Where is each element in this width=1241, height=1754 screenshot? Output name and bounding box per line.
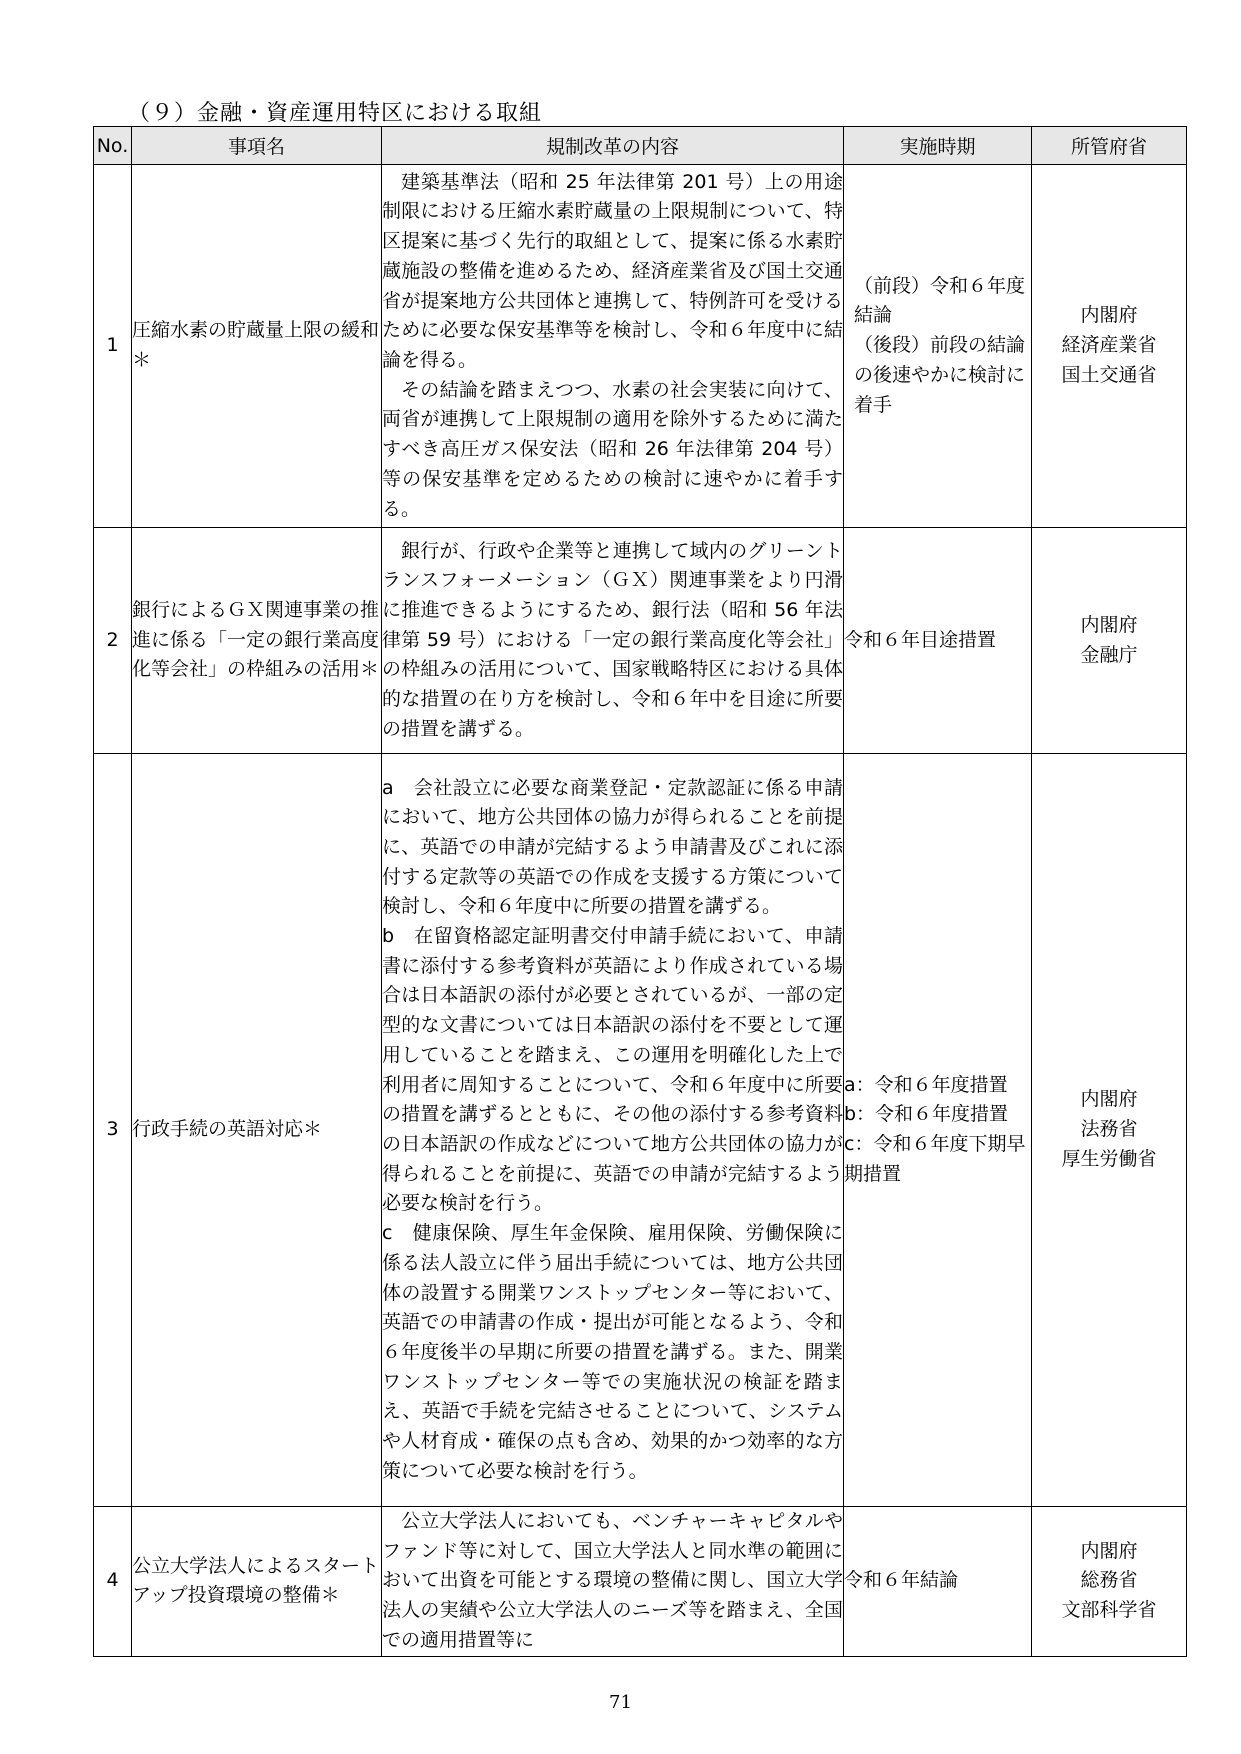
ministry-name: 内閣府 bbox=[1080, 304, 1138, 327]
implementation-timing bbox=[844, 528, 1032, 754]
item-name: 圧縮水素の貯蔵量上限の緩和＊ bbox=[132, 165, 382, 528]
header-no: No. bbox=[94, 127, 132, 165]
row-number: 4 bbox=[94, 1507, 132, 1657]
ministry-name: 内閣府 bbox=[1080, 613, 1138, 636]
table-header-row bbox=[94, 127, 1187, 165]
ministry-cell bbox=[1032, 528, 1187, 754]
timing-line: 令和６年目途措置 bbox=[844, 628, 997, 651]
ministry-name: 内閣府 bbox=[1080, 1088, 1138, 1111]
ministry-name: 法務省 bbox=[1080, 1118, 1138, 1141]
timing-line: a：令和６年度措置 bbox=[844, 1073, 1008, 1096]
ministry-name: 内閣府 bbox=[1080, 1539, 1138, 1562]
row-number: 2 bbox=[94, 528, 132, 754]
content-paragraph: その結論を踏まえつつ、水素の社会実装に向けて、両省が連携して上限規制の適用を除外するために満たすべき高圧ガス保安法（昭和 26 年法律第 204 号）等の保安基準を定めるための検討に速やかに着手する。 bbox=[382, 378, 843, 520]
regulation-table bbox=[93, 126, 1187, 1657]
row-number: 3 bbox=[94, 754, 132, 1507]
timing-line: （前段）令和６年度結論 bbox=[854, 274, 1026, 327]
content-paragraph: c 健康保険、厚生年金保険、雇用保険、労働保険に係る法人設立に伴う届出手続については、地方公共団体の設置する開業ワンストップセンター等において、英語での申請書の作成・提出が可能となるよう、令和６年度後半の早期に所要の措置を講ずる。また、開業ワンストップセンター等での実施状況の検証を踏まえ、英語で手続を完結させることについて、システムや人材育成・確保の点も含め、効果的かつ効率的な方策について必要な検討を行う。 bbox=[382, 1222, 843, 1482]
content-paragraph: b 在留資格認定証明書交付申請手続において、申請書に添付する参考資料が英語により作成されている場合は日本語訳の添付が必要とされているが、一部の定型的な文書については日本語訳の添付を不要として運用していることを踏まえ、この運用を明確化した上で利用者に周知することについて、令和６年度中に所要の措置を講ずるとともに、その他の添付する参考資料の日本語訳の作成などについて地方公共団体の協力が得られることを前提に、英語での申請が完結するよう必要な検討を行う。 bbox=[382, 925, 843, 1215]
row-number: 1 bbox=[94, 165, 132, 528]
reform-content bbox=[382, 754, 844, 1507]
header-timing: 実施時期 bbox=[844, 127, 1032, 165]
ministry-name: 厚生労働省 bbox=[1061, 1147, 1157, 1170]
reform-content bbox=[382, 1507, 844, 1657]
table-row bbox=[94, 165, 1187, 528]
ministry-name: 国土交通省 bbox=[1061, 363, 1157, 386]
implementation-timing bbox=[844, 165, 1032, 528]
content-paragraph: 建築基準法（昭和 25 年法律第 201 号）上の用途制限における圧縮水素貯蔵量の上限規制について、特区提案に基づく先行的取組として、提案に係る水素貯蔵施設の整備を進めるため、経済産業省及び国土交通省が提案地方公共団体と連携して、特例許可を受けるために必要な保安基準等を検討し、令和６年度中に結論を得る。 bbox=[382, 170, 843, 371]
item-name: 行政手続の英語対応＊ bbox=[132, 754, 382, 1507]
table-row bbox=[94, 754, 1187, 1507]
header-item: 事項名 bbox=[132, 127, 382, 165]
section-title: （９）金融・資産運用特区における取組 bbox=[128, 101, 543, 126]
table-row bbox=[94, 528, 1187, 754]
content-paragraph: 銀行が、行政や企業等と連携して域内のグリーントランスフォーメーション（ＧＸ）関連事業をより円滑に推進できるようにするため、銀行法（昭和 56 年法律第 59 号）における「一定の銀行業高度化等会社」の枠組みの活用について、国家戦略特区における具体的な措置の在り方を検討し、令和６年中を目途に所要の措置を講ずる。 bbox=[382, 539, 843, 740]
timing-line: 令和６年結論 bbox=[844, 1569, 959, 1592]
ministry-name: 総務省 bbox=[1080, 1569, 1138, 1592]
implementation-timing bbox=[844, 1507, 1032, 1657]
ministry-cell bbox=[1032, 754, 1187, 1507]
item-name: 公立大学法人によるスタートアップ投資環境の整備＊ bbox=[132, 1507, 382, 1657]
table-row bbox=[94, 1507, 1187, 1657]
timing-line: （後段）前段の結論の後速やかに検討に着手 bbox=[854, 334, 1026, 416]
timing-line: c：令和６年度下期早期措置 bbox=[844, 1133, 1026, 1185]
reform-content bbox=[382, 165, 844, 528]
ministry-name: 経済産業省 bbox=[1061, 334, 1157, 357]
ministry-cell bbox=[1032, 165, 1187, 528]
implementation-timing bbox=[844, 754, 1032, 1507]
content-paragraph: a 会社設立に必要な商業登記・定款認証に係る申請において、地方公共団体の協力が得られることを前提に、英語での申請が完結するよう申請書及びこれに添付する定款等の英語での作成を支援する方策について検討し、令和６年度中に所要の措置を講ずる。 bbox=[382, 776, 843, 918]
ministry-name: 文部科学省 bbox=[1061, 1599, 1157, 1622]
page-number: 71 bbox=[609, 1692, 632, 1713]
ministry-name: 金融庁 bbox=[1080, 643, 1138, 666]
content-paragraph: 公立大学法人においても、ベンチャーキャピタルやファンド等に対して、国立大学法人と同水準の範囲において出資を可能とする環境の整備に関し、国立大学法人の実績や公立大学法人のニーズ等を踏まえ、全国での適用措置等に bbox=[382, 1510, 843, 1651]
reform-content bbox=[382, 528, 844, 754]
header-content: 規制改革の内容 bbox=[382, 127, 844, 165]
timing-line: b：令和６年度措置 bbox=[844, 1103, 1009, 1126]
header-ministry: 所管府省 bbox=[1032, 127, 1187, 165]
item-name: 銀行によるＧＸ関連事業の推進に係る「一定の銀行業高度化等会社」の枠組みの活用＊ bbox=[132, 528, 382, 754]
ministry-cell bbox=[1032, 1507, 1187, 1657]
